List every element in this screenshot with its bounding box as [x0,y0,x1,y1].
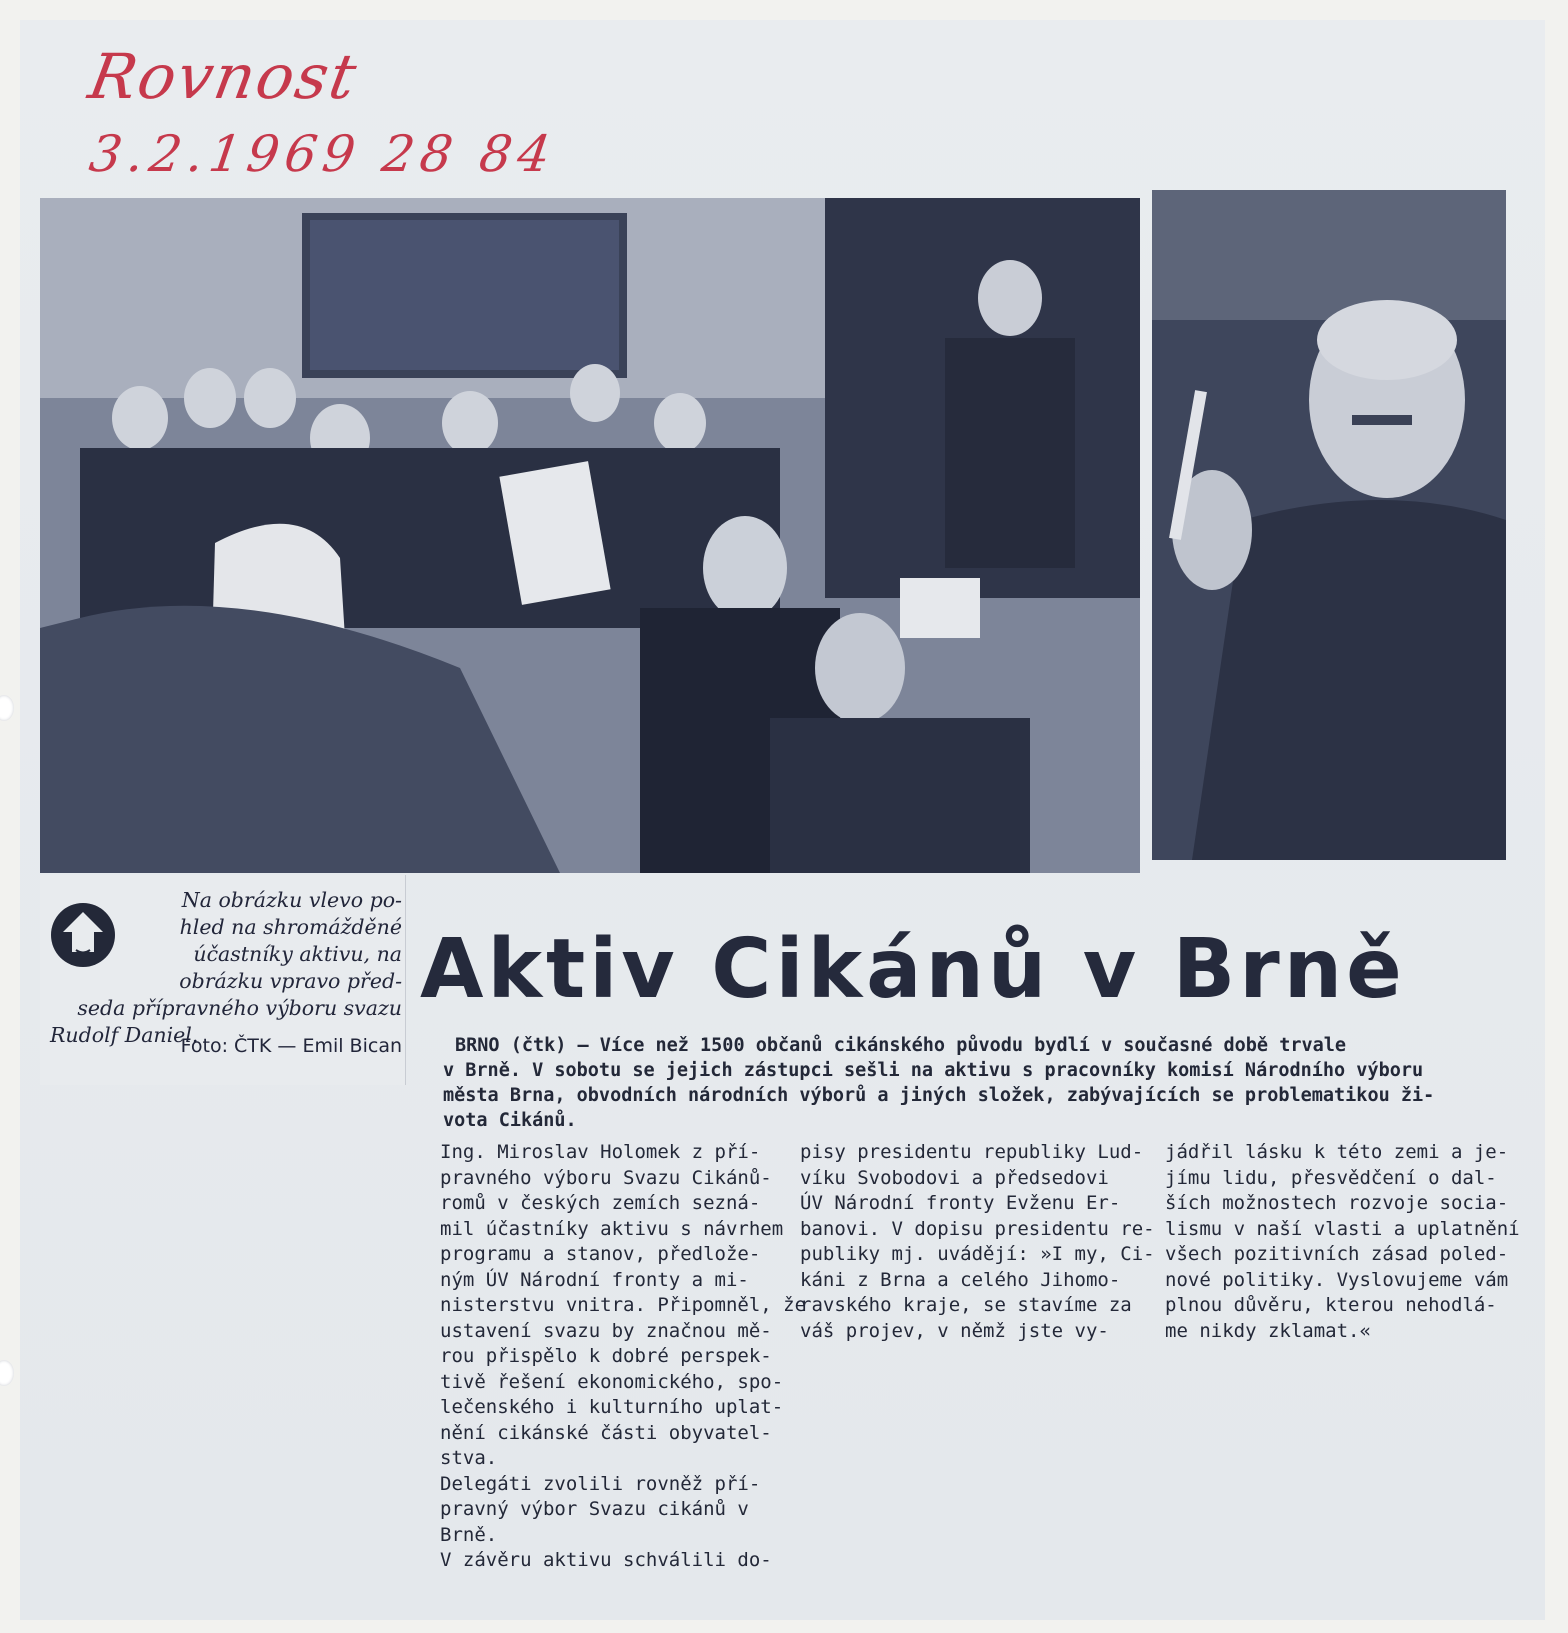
photo-caption-box [40,875,406,1085]
meeting-photo-image [40,198,1140,873]
column-line: publiky mj. uvádějí: »I my, Ci- [800,1243,1155,1265]
column-line: jímu lidu, přesvědčení o dal- [1165,1166,1497,1189]
lead-line: vota Cikánů. [443,1110,577,1131]
meeting-photo [40,198,1140,873]
column-line: plnou důvěru, kterou nehodlá- [1165,1294,1497,1316]
caption-line: Na obrázku vlevo po- [181,888,402,912]
column-line: lismu v naší vlasti a uplatnění [1165,1217,1520,1240]
handwritten-date: 3.2.1969 28 84 [85,125,560,183]
column-line: ÚV Národní fronty Evženu Er- [800,1192,1121,1214]
column-line: tivě řešení ekonomického, spo- [440,1370,784,1393]
article-lead [443,1033,1515,1133]
photo-credit: Foto: ČTK — Emil Bican [180,1035,402,1057]
column-line: nění cikánské části obyvatel- [440,1421,772,1444]
column-line: pravného výboru Svazu Cikánů- [440,1166,772,1189]
caption-line: hled na shromážděné [179,915,402,939]
column-line: ravského kraje, se stavíme za [800,1294,1132,1316]
column-line: káni z Brna a celého Jihomo- [800,1268,1121,1291]
caption-line: obrázku vpravo před- [179,969,402,993]
column-line: jádřil lásku k této zemi a je- [1165,1141,1509,1163]
caption-line: seda přípravného výboru svazu [77,996,402,1020]
chairman-portrait-image [1152,190,1506,860]
column-line: ustavení svazu by značnou mě- [440,1319,772,1342]
column-line: programu a stanov, předlože- [440,1243,761,1265]
article-column-2 [800,1140,1155,1344]
column-line: pisy presidentu republiky Lud- [800,1141,1144,1163]
article-headline: Aktiv Cikánů v Brně [420,922,1406,1017]
column-line: banovi. V dopisu presidentu re- [800,1217,1155,1240]
column-line: víku Svobodovi a předsedovi [800,1166,1109,1189]
lead-line: města Brna, obvodních národních výborů a jiných složek, zabývajících se problematikou ži- [443,1085,1435,1106]
punch-hole-bottom [0,1360,14,1386]
column-line: me nikdy zklamat.« [1165,1319,1371,1342]
column-line: lečenského i kulturního uplat- [440,1396,784,1418]
article-column-3 [1165,1140,1520,1344]
handwritten-publication: Rovnost [83,40,364,113]
column-line: Brně. [440,1523,498,1546]
column-line: mil účastníky aktivu s návrhem [440,1217,784,1240]
article-column-1 [440,1140,807,1574]
column-line: všech pozitivních zásad poled- [1165,1243,1509,1265]
lead-line: BRNO (čtk) — Více než 1500 občanů cikánského původu bydlí v současné době trvale [455,1035,1347,1056]
column-line: rou přispělo k dobré perspek- [440,1345,772,1367]
chairman-portrait-photo [1152,190,1506,860]
column-line: nisterstvu vnitra. Připomněl, že [440,1294,807,1316]
column-line: nové politiky. Vyslovujeme vám [1165,1268,1509,1291]
punch-hole-top [0,695,14,721]
arrow-up-icon [48,900,118,970]
column-line: V závěru aktivu schválili do- [440,1549,772,1571]
column-line: ších možnostech rozvoje socia- [1165,1192,1509,1214]
caption-line: Rudolf Daniel. [50,1023,199,1047]
column-line: romů v českých zemích sezná- [440,1192,761,1214]
column-line: Delegáti zvolili rovněž pří- [440,1472,761,1495]
column-line: pravný výbor Svazu cikánů v [440,1498,749,1520]
column-line: stva. [440,1447,498,1469]
column-line: váš projev, v němž jste vy- [800,1319,1109,1342]
column-line: Ing. Miroslav Holomek z pří- [440,1141,761,1163]
lead-line: v Brně. V sobotu se jejich zástupci sešli na aktivu s pracovníky komisí Národního výboru [443,1060,1424,1081]
column-line: ným ÚV Národní fronty a mi- [440,1268,749,1291]
caption-line: účastníky aktivu, na [193,942,402,966]
